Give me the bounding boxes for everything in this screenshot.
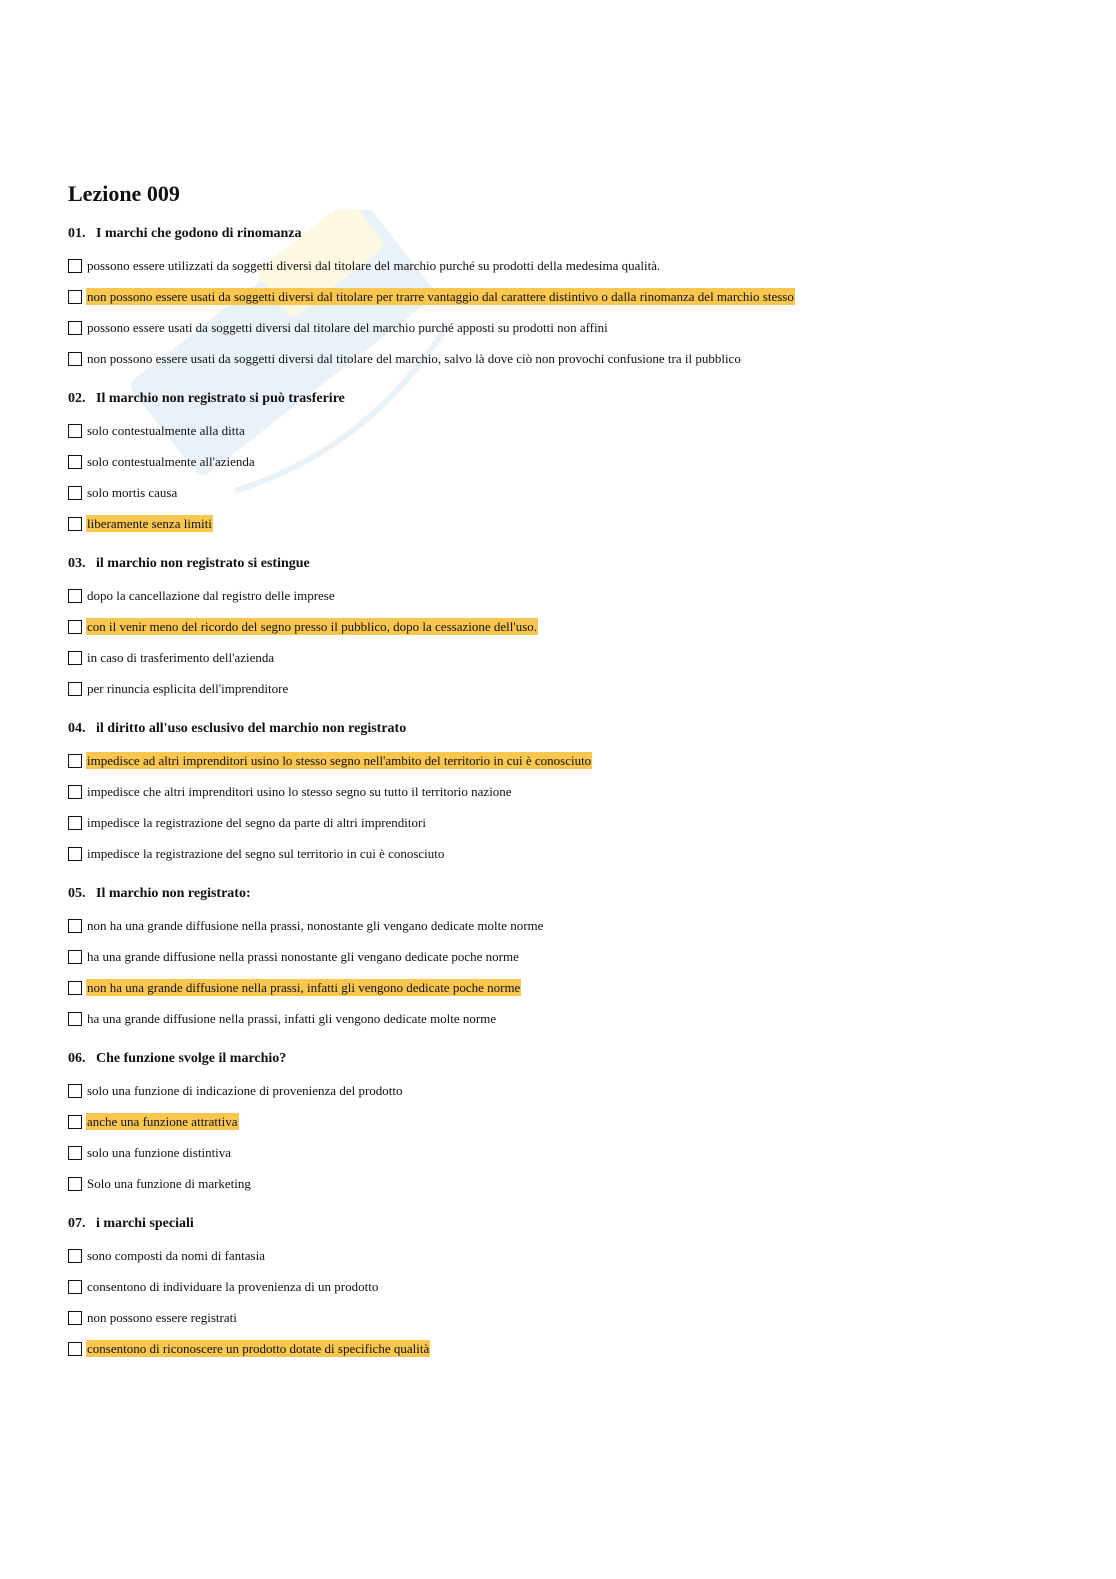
answer-option[interactable] (68, 343, 1068, 374)
answer-option[interactable] (68, 611, 1068, 642)
answer-checkbox[interactable] (68, 1311, 82, 1325)
question-7 (68, 1212, 1068, 1377)
answer-checkbox[interactable] (68, 754, 82, 768)
answer-option[interactable] (68, 910, 1068, 941)
answer-text: solo mortis causa (87, 485, 178, 500)
answer-checkbox[interactable] (68, 682, 82, 696)
answer-text: solo contestualmente alla ditta (87, 423, 245, 438)
question-text: Il marchio non registrato: (96, 886, 251, 901)
question-4 (68, 717, 1068, 882)
answer-option[interactable] (68, 415, 1068, 446)
answer-checkbox[interactable] (68, 785, 82, 799)
question-2 (68, 387, 1068, 552)
answer-text: consentono di individuare la provenienza di un prodotto (87, 1279, 379, 1294)
answer-option[interactable] (68, 446, 1068, 477)
answer-text: non ha una grande diffusione nella prassi, nonostante gli vengano dedicate molte norme (87, 918, 544, 933)
question-text: Che funzione svolge il marchio? (96, 1051, 287, 1066)
answer-option[interactable] (68, 1240, 1068, 1271)
answer-text: Solo una funzione di marketing (87, 1176, 251, 1191)
question-number: 01. (68, 226, 86, 241)
answer-text: non possono essere usati da soggetti diversi dal titolare del marchio, salvo là dove ciò non provochi confusione tra il pubblico (87, 351, 741, 366)
answer-text: solo una funzione di indicazione di provenienza del prodotto (87, 1083, 403, 1098)
answer-checkbox[interactable] (68, 486, 82, 500)
answer-text-highlighted: liberamente senza limiti (87, 516, 212, 531)
answer-option[interactable] (68, 250, 1068, 281)
answer-text: in caso di trasferimento dell'azienda (87, 650, 275, 665)
question-number: 03. (68, 556, 86, 571)
answer-text: ha una grande diffusione nella prassi, infatti gli vengono dedicate molte norme (87, 1011, 497, 1026)
question-heading (68, 387, 1068, 411)
answer-text: possono essere utilizzati da soggetti diversi dal titolare del marchio purché su prodotti della medesima qualità. (87, 258, 661, 273)
question-number: 06. (68, 1051, 86, 1066)
answer-text-highlighted: impedisce ad altri imprenditori usino lo stesso segno nell'ambito del territorio in cui è conosciuto (87, 753, 592, 768)
question-spacer (68, 1199, 1068, 1212)
question-spacer (68, 374, 1068, 387)
answer-text-highlighted: non ha una grande diffusione nella prassi, infatti gli vengono dedicate poche norme (87, 980, 521, 995)
answer-option[interactable] (68, 941, 1068, 972)
answer-option[interactable] (68, 1106, 1068, 1137)
answer-checkbox[interactable] (68, 1280, 82, 1294)
question-heading (68, 717, 1068, 741)
answer-text: solo contestualmente all'azienda (87, 454, 255, 469)
question-list (68, 222, 1068, 1377)
answer-option[interactable] (68, 1003, 1068, 1034)
answer-option[interactable] (68, 1333, 1068, 1364)
question-text: il diritto all'uso esclusivo del marchio non registrato (96, 721, 407, 736)
question-number: 04. (68, 721, 86, 736)
answer-checkbox[interactable] (68, 950, 82, 964)
question-spacer (68, 1364, 1068, 1377)
answer-option[interactable] (68, 281, 1068, 312)
answer-checkbox[interactable] (68, 424, 82, 438)
question-heading (68, 1047, 1068, 1071)
answer-option[interactable] (68, 508, 1068, 539)
answer-option[interactable] (68, 673, 1068, 704)
answer-text: impedisce che altri imprenditori usino lo stesso segno su tutto il territorio nazione (87, 784, 512, 799)
answer-checkbox[interactable] (68, 981, 82, 995)
question-heading (68, 882, 1068, 906)
question-heading (68, 552, 1068, 576)
answer-text: non possono essere registrati (87, 1310, 237, 1325)
answer-checkbox[interactable] (68, 816, 82, 830)
answer-checkbox[interactable] (68, 651, 82, 665)
question-1 (68, 222, 1068, 387)
lesson-title: Lezione 009 (68, 181, 180, 206)
question-text: i marchi speciali (96, 1216, 194, 1231)
answer-checkbox[interactable] (68, 1146, 82, 1160)
question-number: 02. (68, 391, 86, 406)
answer-option[interactable] (68, 807, 1068, 838)
answer-checkbox[interactable] (68, 847, 82, 861)
answer-checkbox[interactable] (68, 517, 82, 531)
answer-text: sono composti da nomi di fantasia (87, 1248, 266, 1263)
answer-checkbox[interactable] (68, 259, 82, 273)
answer-checkbox[interactable] (68, 321, 82, 335)
answer-checkbox[interactable] (68, 1084, 82, 1098)
answer-option[interactable] (68, 1168, 1068, 1199)
answer-option[interactable] (68, 838, 1068, 869)
answer-checkbox[interactable] (68, 919, 82, 933)
answer-option[interactable] (68, 477, 1068, 508)
answer-option[interactable] (68, 776, 1068, 807)
answer-text-highlighted: consentono di riconoscere un prodotto dotate di specifiche qualità (87, 1341, 430, 1356)
question-spacer (68, 869, 1068, 882)
answer-text: possono essere usati da soggetti diversi dal titolare del marchio purché apposti su prodotti non affini (87, 320, 608, 335)
answer-option[interactable] (68, 312, 1068, 343)
answer-text-highlighted: non possono essere usati da soggetti diversi dal titolare per trarre vantaggio dal carattere distintivo o dalla rinomanza del marchio stesso (87, 289, 794, 304)
question-spacer (68, 704, 1068, 717)
question-spacer (68, 539, 1068, 552)
answer-text: impedisce la registrazione del segno da parte di altri imprenditori (87, 815, 426, 830)
answer-text: solo una funzione distintiva (87, 1145, 232, 1160)
answer-text: impedisce la registrazione del segno sul territorio in cui è conosciuto (87, 846, 445, 861)
answer-checkbox[interactable] (68, 1177, 82, 1191)
question-number: 05. (68, 886, 86, 901)
answer-option[interactable] (68, 1271, 1068, 1302)
answer-option[interactable] (68, 1137, 1068, 1168)
answer-text: dopo la cancellazione dal registro delle imprese (87, 588, 335, 603)
question-3 (68, 552, 1068, 717)
answer-checkbox[interactable] (68, 1012, 82, 1026)
question-5 (68, 882, 1068, 1047)
answer-checkbox[interactable] (68, 455, 82, 469)
answer-text: ha una grande diffusione nella prassi nonostante gli vengano dedicate poche norme (87, 949, 519, 964)
answer-option[interactable] (68, 642, 1068, 673)
question-text: il marchio non registrato si estingue (96, 556, 310, 571)
answer-text-highlighted: con il venir meno del ricordo del segno presso il pubblico, dopo la cessazione dell'uso. (87, 619, 538, 634)
answer-option[interactable] (68, 580, 1068, 611)
answer-checkbox[interactable] (68, 589, 82, 603)
answer-checkbox[interactable] (68, 620, 82, 634)
answer-option[interactable] (68, 1075, 1068, 1106)
answer-checkbox[interactable] (68, 290, 82, 304)
answer-text: per rinuncia esplicita dell'imprenditore (87, 681, 289, 696)
answer-option[interactable] (68, 972, 1068, 1003)
document-body (68, 180, 1068, 1377)
answer-checkbox[interactable] (68, 1342, 82, 1356)
answer-option[interactable] (68, 1302, 1068, 1333)
answer-checkbox[interactable] (68, 1249, 82, 1263)
question-heading (68, 1212, 1068, 1236)
answer-text-highlighted: anche una funzione attrattiva (87, 1114, 238, 1129)
answer-checkbox[interactable] (68, 1115, 82, 1129)
question-number: 07. (68, 1216, 86, 1231)
question-text: I marchi che godono di rinomanza (96, 226, 302, 241)
answer-option[interactable] (68, 745, 1068, 776)
answer-checkbox[interactable] (68, 352, 82, 366)
question-6 (68, 1047, 1068, 1212)
question-text: Il marchio non registrato si può trasferire (96, 391, 345, 406)
question-heading (68, 222, 1068, 246)
question-spacer (68, 1034, 1068, 1047)
